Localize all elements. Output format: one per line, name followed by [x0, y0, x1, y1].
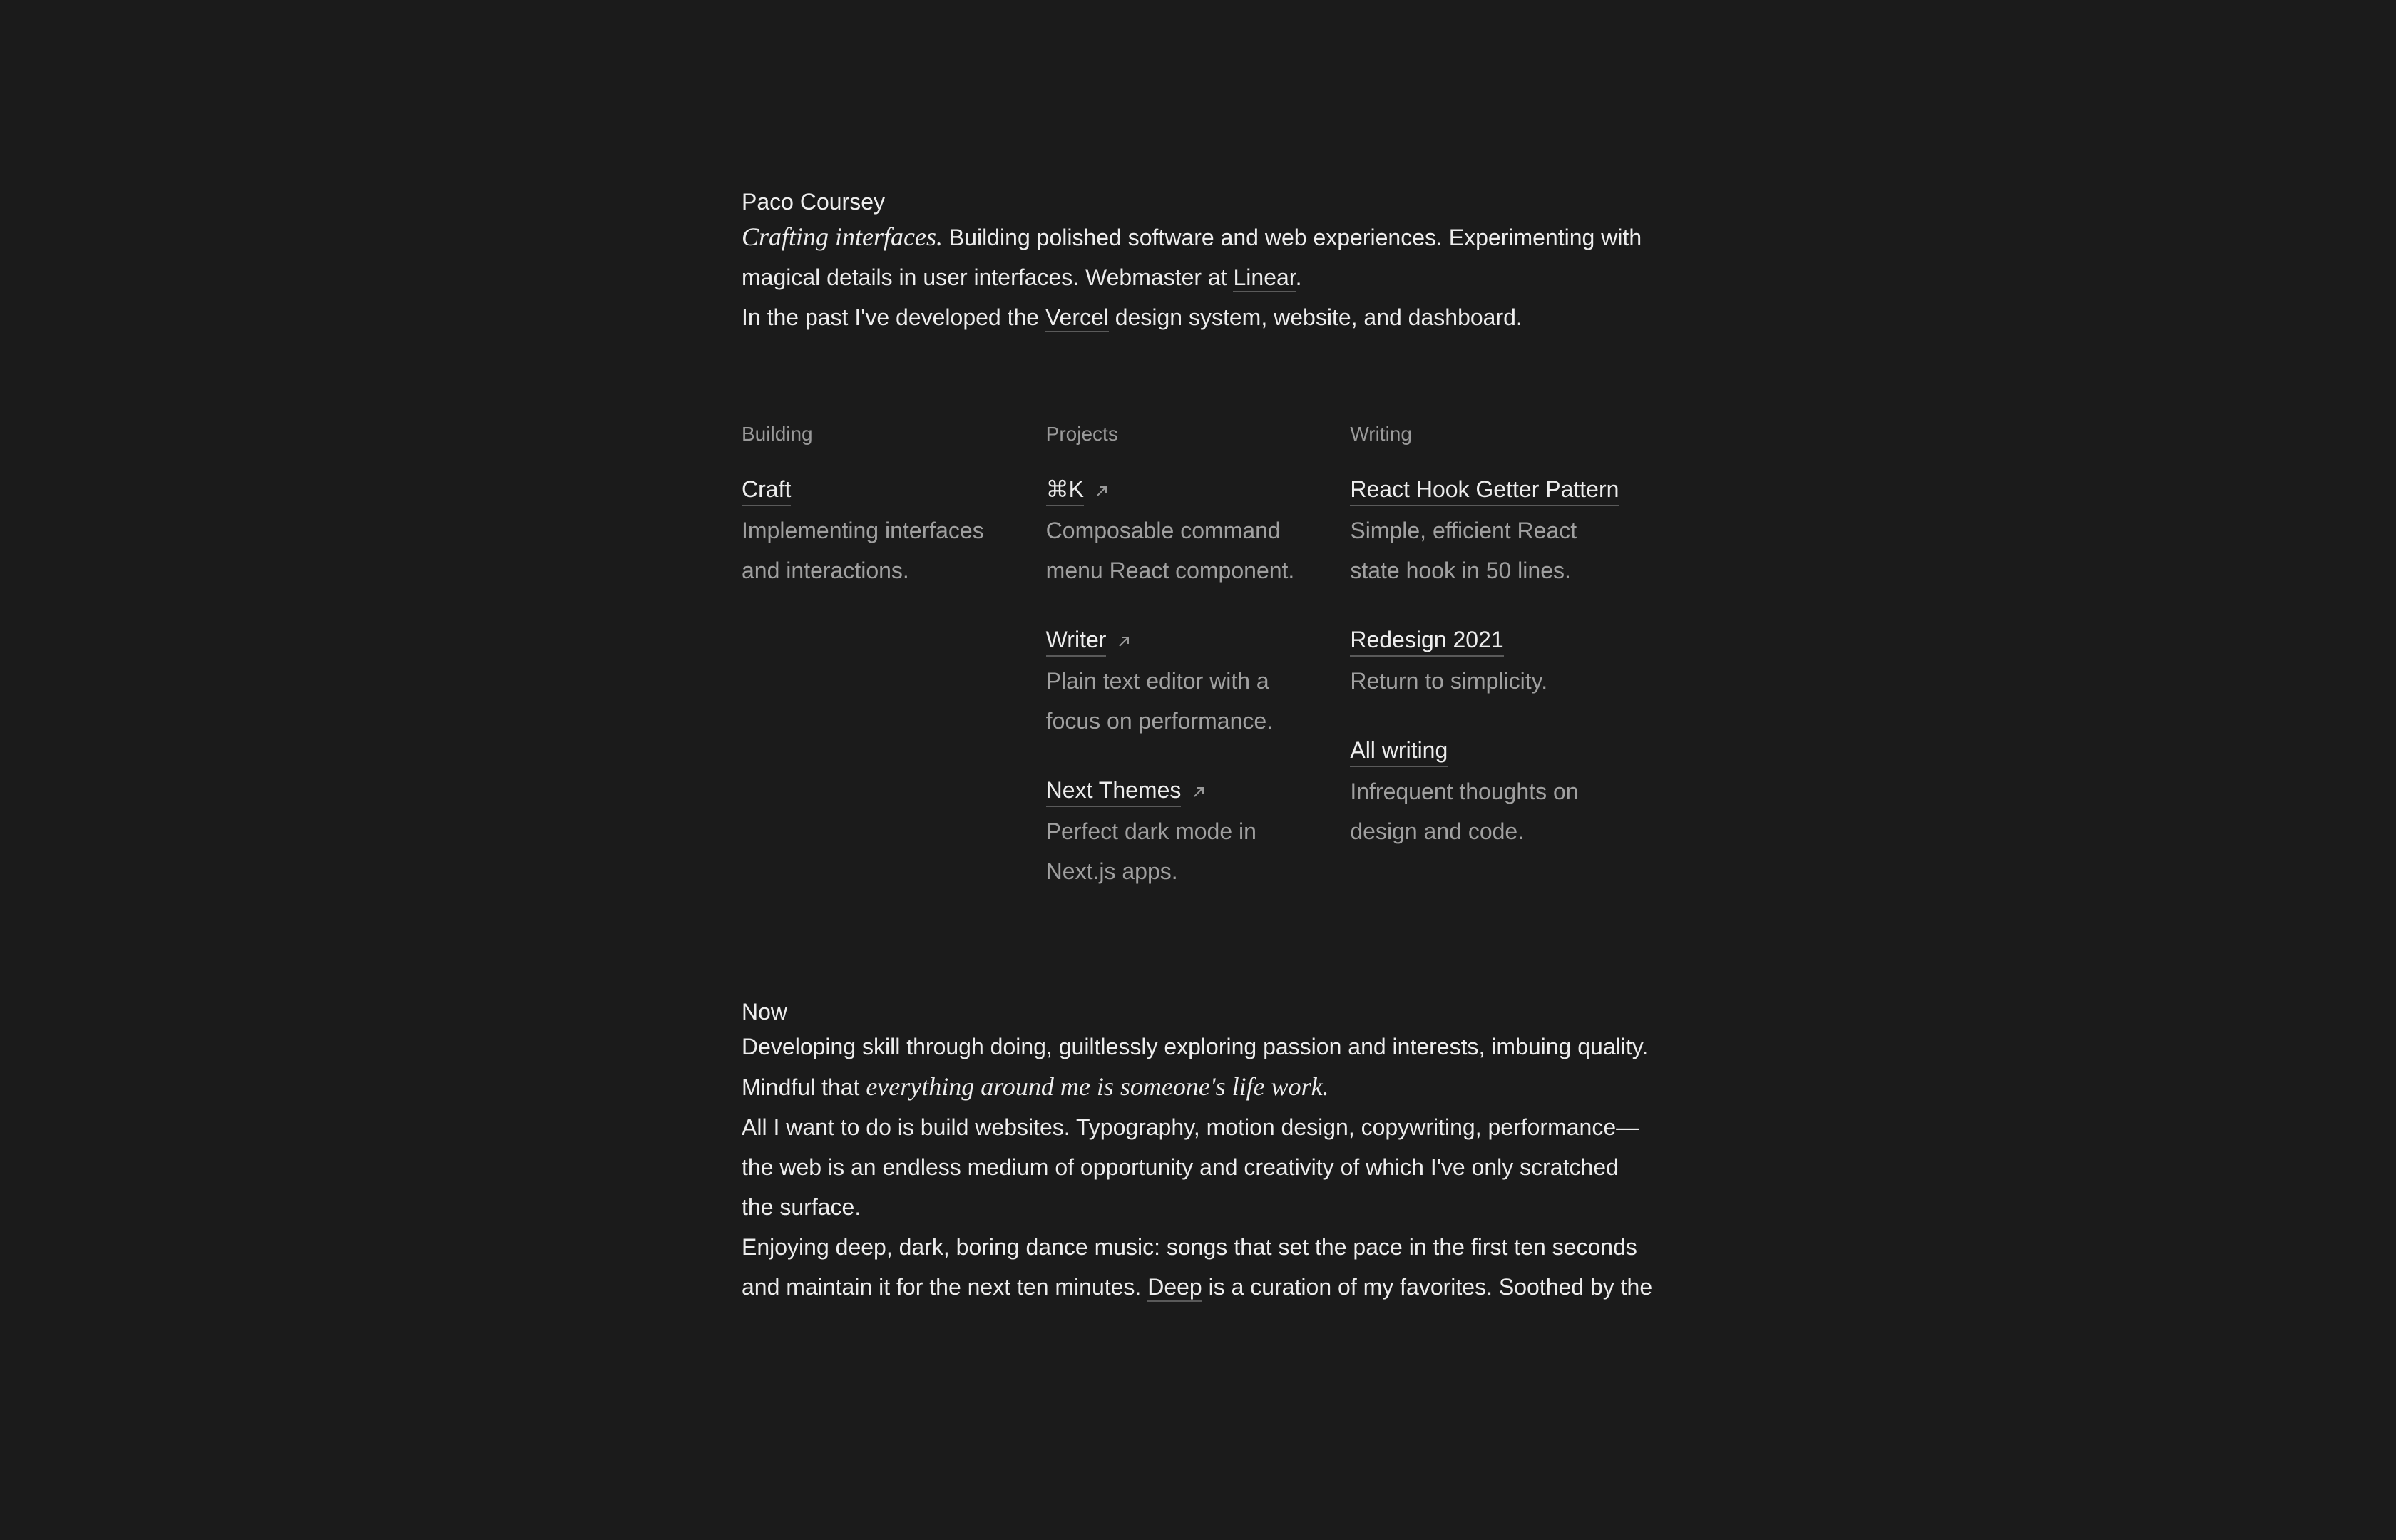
intro-text-end: . — [1295, 265, 1302, 290]
writing-column — [1350, 421, 1654, 925]
list-item — [1046, 625, 1351, 741]
arrow-up-right-icon — [1094, 483, 1110, 499]
arrow-up-right-icon — [1116, 634, 1132, 650]
projects-heading: Projects — [1045, 423, 1118, 445]
projects-column — [1046, 421, 1351, 925]
redesign-2021-link[interactable]: Redesign 2021 — [1350, 625, 1503, 657]
item-description: Return to simplicity. — [1350, 668, 1548, 694]
writer-link[interactable]: Writer — [1046, 625, 1107, 657]
cmdk-link[interactable]: ⌘K — [1046, 474, 1084, 506]
item-title-row — [1046, 775, 1207, 807]
item-title-row — [1046, 625, 1132, 657]
building-column — [742, 421, 1046, 925]
item-description: Plain text editor with a focus on performance. — [1045, 668, 1274, 734]
now-paragraph-1 — [742, 1027, 1654, 1107]
main-content — [742, 187, 1654, 1307]
next-themes-link[interactable]: Next Themes — [1046, 775, 1182, 807]
writing-heading: Writing — [1350, 423, 1412, 445]
item-description: Perfect dark mode in Next.js apps. — [1045, 818, 1256, 884]
past-text-after: design system, website, and dashboard. — [1108, 304, 1522, 330]
item-description: Composable command menu React component. — [1045, 518, 1295, 583]
building-heading: Building — [742, 423, 813, 445]
item-title-row — [1046, 474, 1110, 506]
list-item — [1350, 735, 1654, 851]
item-description: Infrequent thoughts on design and code. — [1350, 779, 1579, 844]
sections-grid — [742, 421, 1654, 925]
all-writing-link[interactable]: All writing — [1350, 735, 1448, 767]
site-title: Paco Coursey — [742, 189, 885, 215]
list-item — [742, 474, 1046, 590]
deep-link[interactable]: Deep — [1147, 1274, 1202, 1302]
arrow-up-right-icon — [1191, 784, 1207, 800]
now-paragraph-2: All I want to do is build websites. Typography, motion design, copywriting, performance—the web is an endless medium of opportunity and creativity of which I've only scratched the surface. — [742, 1114, 1639, 1220]
intro-paragraph — [742, 217, 1654, 297]
now-heading: Now — [742, 999, 788, 1025]
intro-text: Building polished software and web experiences. Experimenting with magical details in user interfaces. Webmaster at — [742, 225, 1642, 290]
item-description: Implementing interfaces and interactions. — [742, 518, 984, 583]
linear-link[interactable]: Linear — [1233, 265, 1295, 292]
past-text-before: In the past I've developed the — [742, 304, 1045, 330]
item-description: Simple, efficient React state hook in 50 lines. — [1350, 518, 1577, 583]
list-item — [1046, 474, 1351, 590]
list-item — [1350, 625, 1654, 701]
now-p3-text: Enjoying deep, dark, boring dance music: songs that set the pace in the first ten seconds and maintain it for the next ten minutes. — [742, 1234, 1637, 1300]
now-p1-italic: everything around me is someone's life work. — [866, 1072, 1329, 1101]
now-paragraph-3 — [742, 1227, 1654, 1307]
vercel-link[interactable]: Vercel — [1045, 304, 1109, 332]
react-hook-getter-link[interactable]: React Hook Getter Pattern — [1350, 474, 1619, 506]
now-p3-text-end: is a curation of my favorites. Soothed by the — [1202, 1274, 1653, 1300]
list-item — [1046, 775, 1351, 891]
intro-lead-italic: Crafting interfaces. — [742, 222, 943, 251]
now-p1-text: Developing skill through doing, guiltlessly exploring passion and interests, imbuing quality. Mindful that — [742, 1034, 1649, 1100]
list-item — [1350, 474, 1654, 590]
past-paragraph — [742, 297, 1654, 337]
craft-link[interactable]: Craft — [742, 474, 791, 506]
